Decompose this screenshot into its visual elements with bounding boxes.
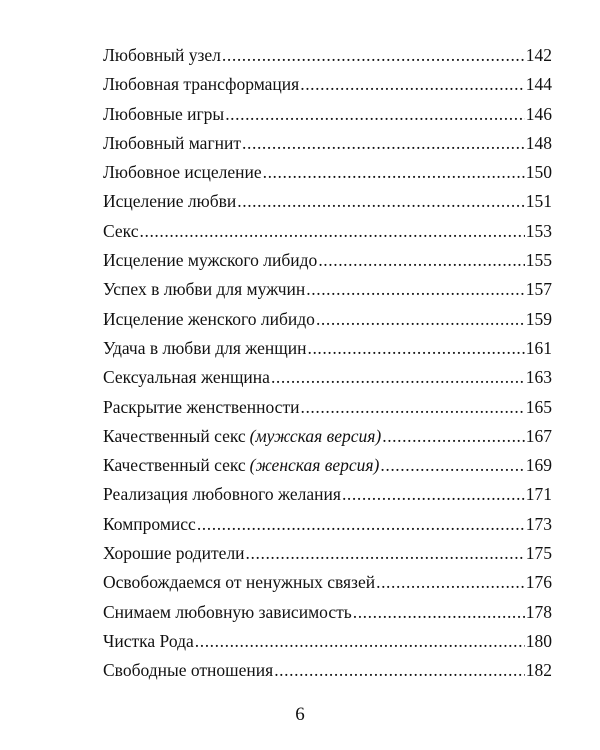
entry-title: Любовное исцеление [103,162,262,183]
toc-entry [103,187,552,216]
toc-entry [103,627,552,656]
entry-title: Секс [103,220,139,241]
entry-page: 161 [525,337,552,358]
entry-page: 182 [525,660,552,681]
toc-entry [103,598,552,627]
dot-leader [222,41,525,70]
entry-page: 159 [525,308,552,329]
dot-leader [140,217,525,246]
entry-title: Снимаем любовную зависимость [103,601,352,622]
toc-entry [103,158,552,187]
entry-page: 157 [525,279,552,300]
entry-page: 150 [525,162,552,183]
entry-page: 169 [525,455,552,476]
dot-leader [380,451,524,480]
entry-title: Удача в любви для женщин [103,337,307,358]
entry-title: Исцеление любви [103,191,237,212]
entry-page: 176 [525,572,552,593]
dot-leader [306,275,524,304]
toc-entry [103,568,552,597]
entry-title: Сексуальная женщина [103,367,270,388]
entry-title: Раскрытие женственности [103,396,300,417]
entry-page: 151 [525,191,552,212]
dot-leader [382,422,525,451]
table-of-contents [103,41,552,686]
entry-page: 165 [525,396,552,417]
entry-page: 167 [525,425,552,446]
dot-leader [197,510,525,539]
toc-entry [103,275,552,304]
page-number: 6 [295,704,305,725]
dot-leader [342,480,525,509]
dot-leader [195,627,525,656]
entry-page: 146 [525,103,552,124]
entry-title: Качественный секс [103,455,246,476]
toc-entry [103,334,552,363]
toc-entry [103,246,552,275]
toc-entry [103,100,552,129]
entry-note: (женская версия) [249,455,380,476]
toc-entry [103,510,552,539]
entry-title: Любовные игры [103,103,225,124]
entry-page: 144 [525,74,552,95]
entry-title: Любовная трансформация [103,74,300,95]
dot-leader [271,363,525,392]
entry-page: 173 [525,513,552,534]
dot-leader [318,246,524,275]
toc-entry [103,393,552,422]
dot-leader [307,334,524,363]
entry-page: 155 [525,250,552,271]
dot-leader [376,568,525,597]
entry-title: Успех в любви для мужчин [103,279,306,300]
toc-entry [103,41,552,70]
entry-note: (мужская версия) [249,425,382,446]
dot-leader [300,393,524,422]
entry-title: Любовный узел [103,45,221,65]
entry-page: 163 [525,367,552,388]
entry-title: Чистка Рода [103,630,194,651]
entry-title: Исцеление женского либидо [103,308,315,329]
toc-entry [103,305,552,334]
dot-leader [246,539,525,568]
entry-page: 142 [525,45,552,65]
dot-leader [316,305,525,334]
entry-page: 175 [525,543,552,564]
dot-leader [300,70,525,99]
toc-entry [103,217,552,246]
toc-entry [103,363,552,392]
entry-title: Компромисс [103,513,196,534]
entry-title: Хорошие родители [103,543,245,564]
entry-title: Качественный секс [103,425,246,446]
dot-leader [242,129,525,158]
toc-entry [103,480,552,509]
entry-page: 148 [525,132,552,153]
toc-entry [103,70,552,99]
entry-page: 171 [525,484,552,505]
entry-title: Исцеление мужского либидо [103,250,318,271]
dot-leader [237,187,525,216]
toc-entry [103,451,552,480]
entry-page: 153 [525,220,552,241]
toc-entry [103,422,552,451]
entry-page: 180 [525,630,552,651]
entry-title: Свободные отношения [103,660,274,681]
entry-page: 178 [525,601,552,622]
dot-leader [353,598,525,627]
entry-title: Освобождаемся от ненужных связей [103,572,376,593]
toc-entry [103,656,552,685]
entry-title: Реализация любовного желания [103,484,341,505]
toc-entry [103,129,552,158]
dot-leader [274,656,525,685]
dot-leader [225,100,525,129]
entry-title: Любовный магнит [103,132,242,153]
toc-entry [103,539,552,568]
dot-leader [263,158,525,187]
